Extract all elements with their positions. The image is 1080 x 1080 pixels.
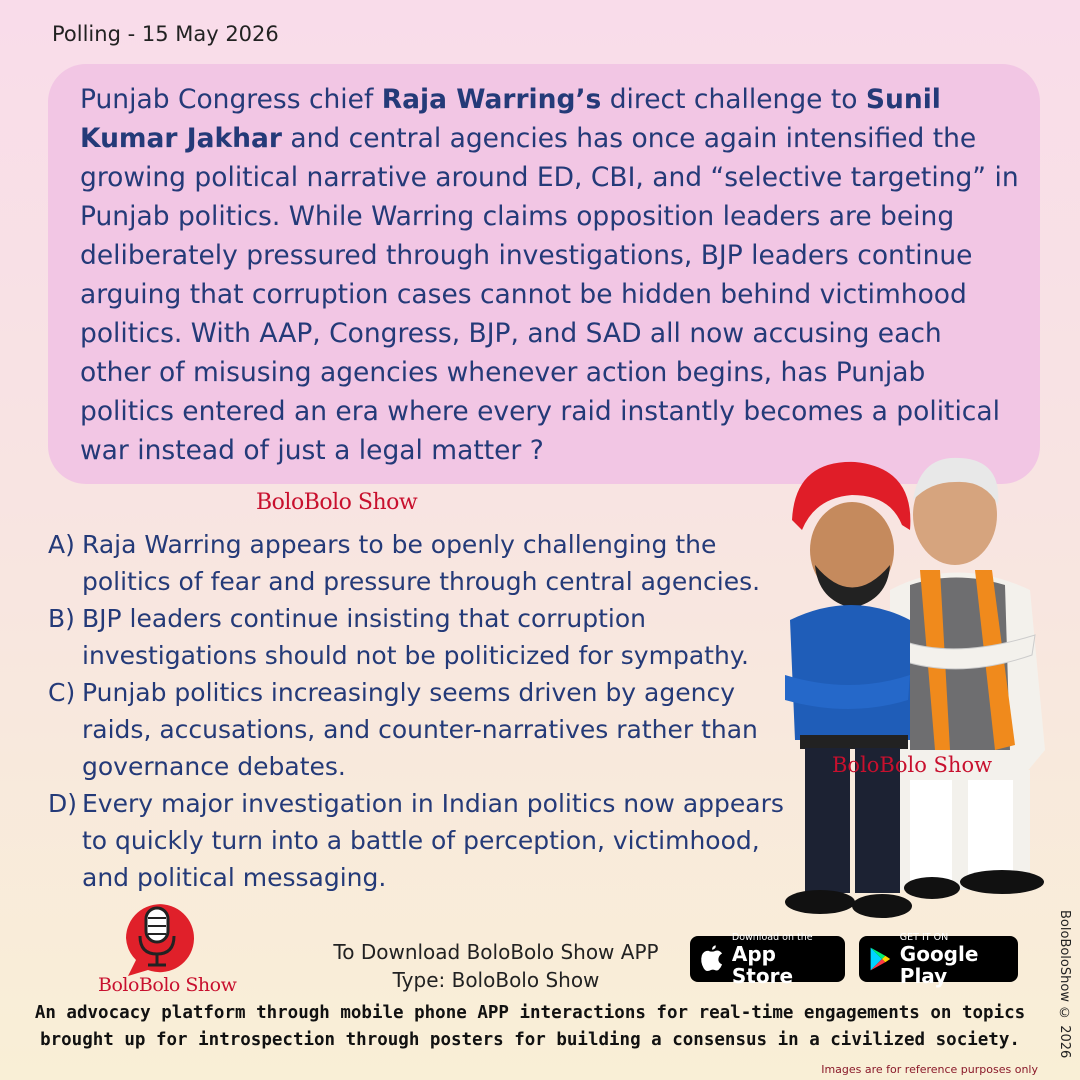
brand-logo	[118, 898, 204, 978]
play-triangle-icon	[869, 944, 892, 974]
option-b[interactable]: B) BJP leaders continue insisting that corruption investigations should not be politicized for sympathy.	[48, 604, 749, 670]
footer-description: An advocacy platform through mobile phone APP interactions for real-time engagements on topics brought up for introspection through posters for building a consensus in a civilized society.	[34, 1003, 1026, 1050]
download-instructions: To Download BoloBolo Show APP Type: BoloBolo Show	[333, 940, 659, 992]
microphone-icon	[118, 898, 204, 978]
name-raja-warring: Raja Warring’s	[381, 84, 602, 115]
poll-question: Punjab Congress chief Raja Warring’s direct challenge to Sunil Kumar Jakhar and central agencies has once again intensified the growing political narrative around ED, CBI, and “selective targeting” in Punjab politics. While Warring claims opposition leaders are being deliberately pressured through investigations, BJP leaders continue arguing that corruption cases cannot be hidden behind victimhood politics. With AAP, Congress, BJP, and SAD all now accusing each other of misusing agencies whenever action begins, has Punjab politics entered an era where every raid instantly becomes a political war instead of just a legal matter ?	[80, 84, 1019, 466]
brand-logo-text: BoloBolo Show	[98, 974, 237, 996]
older-man-figure	[890, 458, 1045, 899]
brand-watermark: BoloBolo Show	[256, 490, 418, 515]
copyright-notice: BoloBoloShow © 2026	[1057, 910, 1072, 1059]
app-store-badge[interactable]: Download on the App Store	[690, 936, 845, 982]
google-play-badge[interactable]: GET IT ON Google Play	[859, 936, 1018, 982]
politicians-illustration	[770, 450, 1060, 940]
brand-watermark-illustration: BoloBolo Show	[832, 753, 993, 777]
option-d[interactable]: D) Every major investigation in Indian politics now appears to quickly turn into a battle of perception, victimhood, and political messaging.	[48, 789, 784, 892]
poll-date: Polling - 15 May 2026	[52, 22, 279, 46]
option-a[interactable]: A) Raja Warring appears to be openly challenging the politics of fear and pressure through central agencies.	[48, 530, 761, 596]
turbaned-man-figure	[785, 462, 912, 918]
option-c[interactable]: C) Punjab politics increasingly seems driven by agency raids, accusations, and counter-narratives rather than governance debates.	[48, 678, 758, 781]
poll-options	[48, 526, 788, 896]
disclaimer-note: Images are for reference purposes only	[821, 1063, 1038, 1076]
apple-icon	[700, 944, 724, 974]
name-sunil-jakhar: Sunil Kumar Jakhar	[80, 84, 941, 154]
